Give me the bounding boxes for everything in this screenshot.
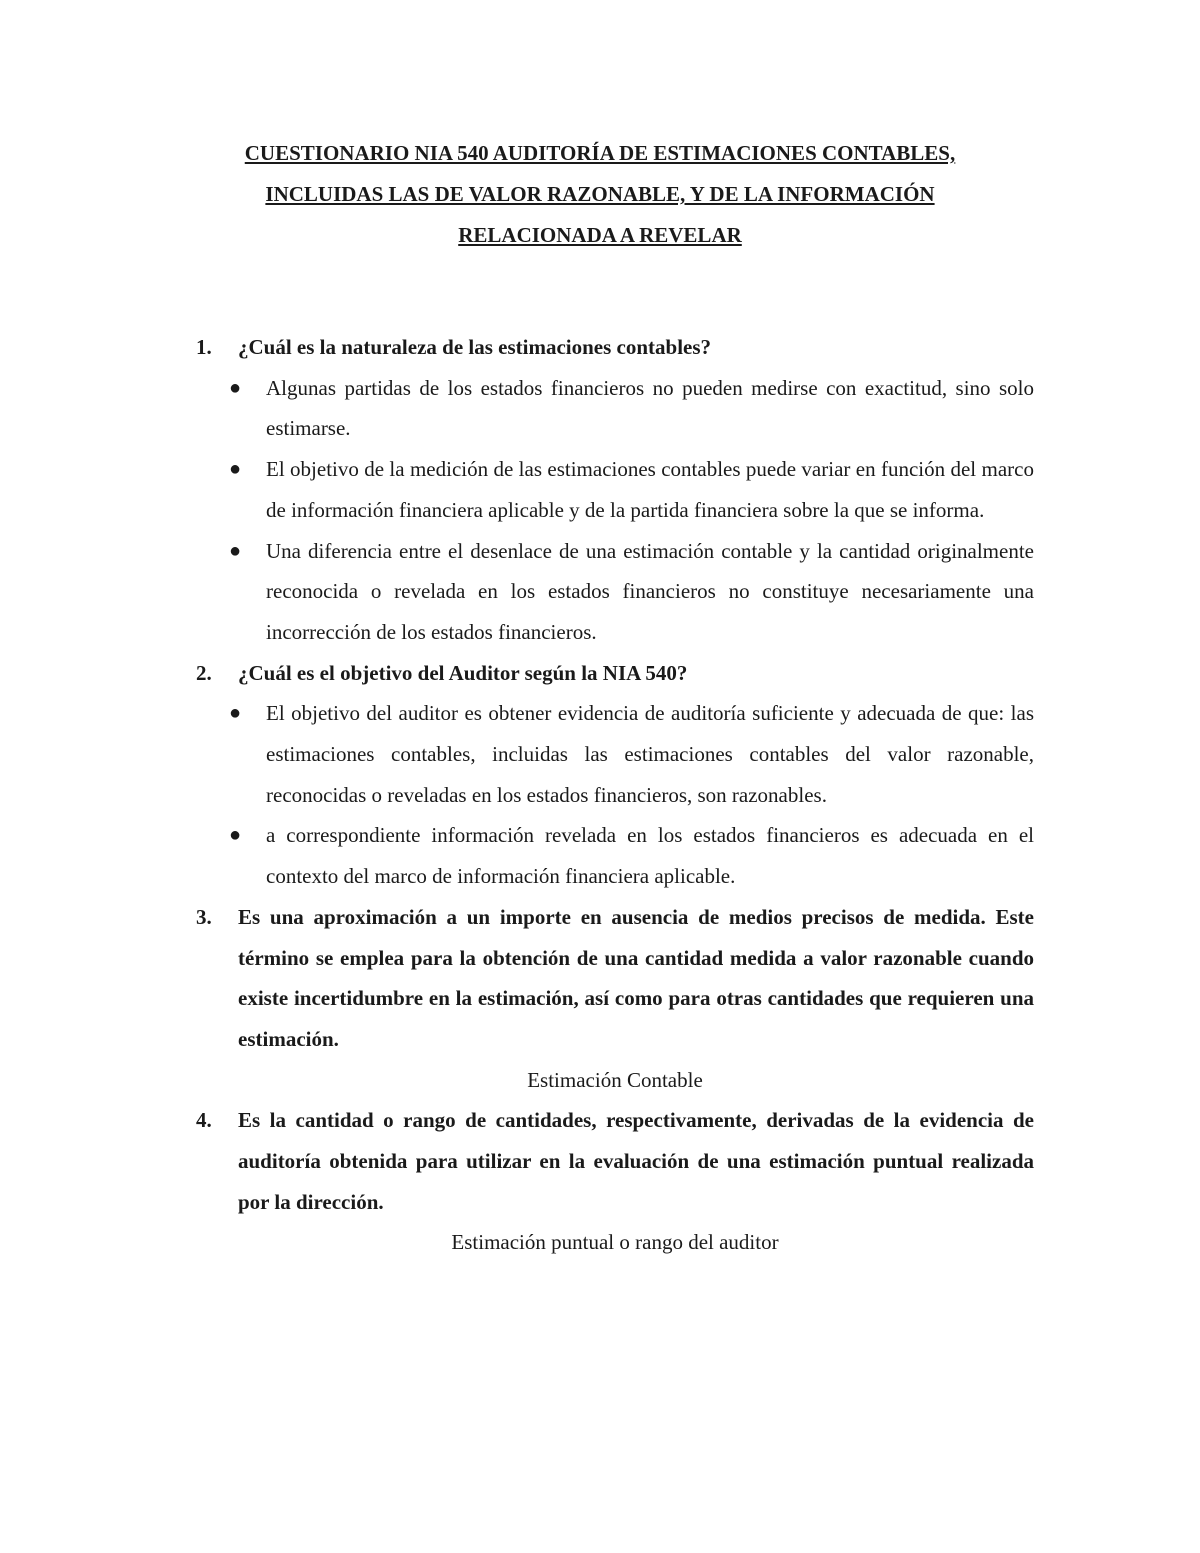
question-text: ¿Cuál es la naturaleza de las estimaciones contables? bbox=[238, 335, 712, 359]
bullet-item bbox=[196, 368, 1034, 449]
title-line: RELACIONADA A REVELAR bbox=[458, 223, 742, 247]
title-line: INCLUIDAS LAS DE VALOR RAZONABLE, Y DE LA INFORMACIÓN bbox=[265, 182, 935, 206]
document-title bbox=[150, 133, 1050, 256]
question-text: Es la cantidad o rango de cantidades, respectivamente, derivadas de la evidencia de auditoría obtenida para utilizar en la evaluación de una estimación puntual realizada por la dirección. bbox=[238, 1108, 1034, 1214]
question-item bbox=[196, 897, 1034, 1060]
bullet-item bbox=[196, 815, 1034, 896]
bullet-list bbox=[196, 368, 1034, 653]
question-text: ¿Cuál es el objetivo del Auditor según la NIA 540? bbox=[238, 660, 688, 685]
bullet-text: El objetivo del auditor es obtener evidencia de auditoría suficiente y adecuada de que: las estimaciones contables, incluidas las estimaciones contables del valor razonable, reconocidas o reveladas en los estados financieros, son razonables. bbox=[266, 701, 1034, 807]
bullet-text: a correspondiente información revelada en los estados financieros es adecuada en el contexto del marco de información financiera aplicable. bbox=[266, 823, 1034, 889]
bullet-icon: ● bbox=[229, 458, 242, 481]
question-list bbox=[196, 327, 1034, 1263]
bullet-item bbox=[196, 531, 1034, 653]
question-item bbox=[196, 1100, 1034, 1222]
question-number: 3. bbox=[196, 904, 212, 929]
bullet-item bbox=[196, 449, 1034, 530]
bullet-text: El objetivo de la medición de las estimaciones contables puede variar en función del marco de información financiera aplicable y de la partida financiera sobre la que se informa. bbox=[266, 457, 1034, 522]
bullet-item bbox=[196, 693, 1034, 815]
bullet-icon: ● bbox=[229, 824, 242, 847]
question-number: 2. bbox=[196, 660, 212, 685]
question-number: 4. bbox=[196, 1108, 212, 1133]
question-item bbox=[196, 653, 1034, 694]
bullet-list bbox=[196, 693, 1034, 897]
bullet-text: Una diferencia entre el desenlace de una estimación contable y la cantidad originalmente reconocida o revelada en los estados financieros no constituye necesariamente una incorrección de los estados financieros. bbox=[266, 538, 1034, 644]
answer-text: Estimación Contable bbox=[527, 1067, 703, 1092]
bullet-icon: ● bbox=[229, 539, 242, 562]
question-text: Es una aproximación a un importe en ausencia de medios precisos de medida. Este término se emplea para la obtención de una cantidad medida a valor razonable cuando existe incertidumbre en la estimación, así como para otras cantidades que requieren una estimación. bbox=[238, 904, 1034, 1051]
question-item bbox=[196, 327, 1034, 368]
answer-text: Estimación puntual o rango del auditor bbox=[451, 1230, 779, 1255]
bullet-icon: ● bbox=[229, 702, 242, 725]
bullet-text: Algunas partidas de los estados financieros no pueden medirse con exactitud, sino solo estimarse. bbox=[266, 375, 1034, 441]
bullet-icon: ● bbox=[229, 376, 242, 399]
title-line: CUESTIONARIO NIA 540 AUDITORÍA DE ESTIMACIONES CONTABLES, bbox=[244, 141, 956, 165]
question-number: 1. bbox=[196, 335, 212, 359]
